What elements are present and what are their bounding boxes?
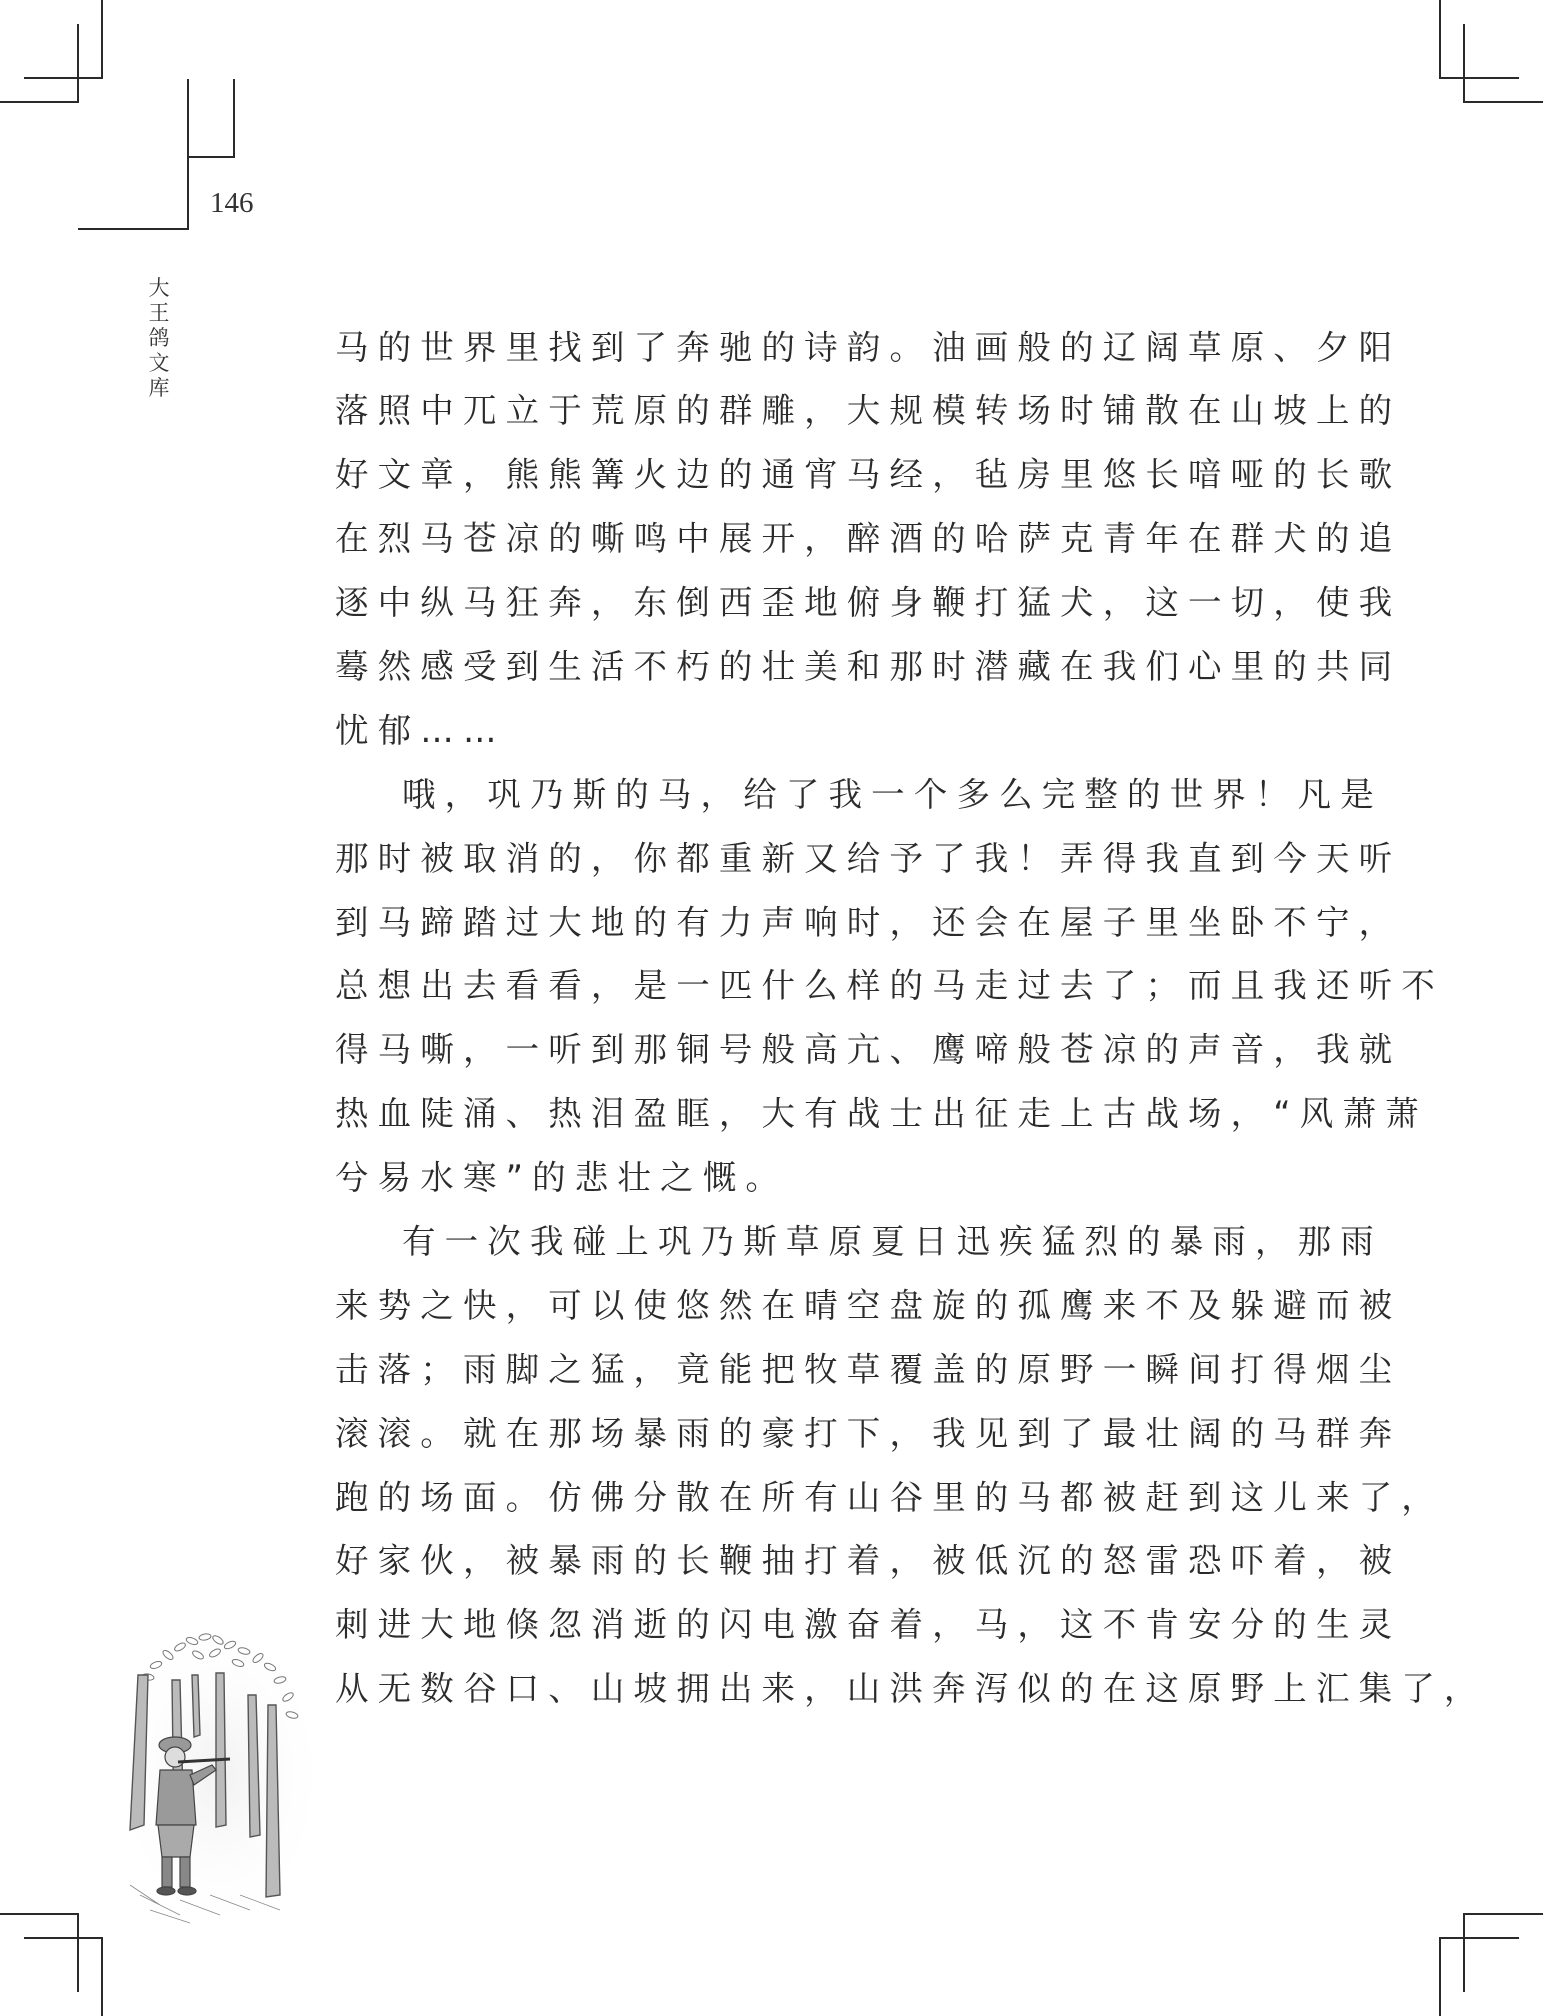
paragraph xyxy=(335,763,1444,1210)
text-line: 马的世界里找到了奔驰的诗韵。油画般的辽阔草原、夕阳 xyxy=(335,327,1402,367)
paragraph xyxy=(335,316,1402,763)
illustration-boy-with-flute xyxy=(120,1625,320,1925)
crop-mark xyxy=(1463,24,1465,103)
header-rule xyxy=(233,79,235,158)
crop-mark xyxy=(1439,1937,1519,1939)
text-line: 刺进大地倏忽消逝的闪电激奋着，马，这不肯安分的生灵 xyxy=(335,1605,1402,1645)
crop-mark xyxy=(1439,77,1519,79)
text-line: 总想出去看看，是一匹什么样的马走过去了；而且我还听不 xyxy=(335,966,1444,1006)
text-line: 有一次我碰上巩乃斯草原夏日迅疾猛烈的暴雨，那雨 xyxy=(402,1221,1383,1261)
header-rule xyxy=(187,156,235,158)
text-line: 逐中纵马狂奔，东倒西歪地俯身鞭打猛犬，这一切，使我 xyxy=(335,583,1402,623)
page-number: 146 xyxy=(210,187,254,219)
crop-mark xyxy=(101,0,103,79)
text-line: 忧郁…… xyxy=(335,710,506,750)
text-line: 兮易水寒”的悲壮之慨。 xyxy=(335,1158,789,1198)
text-line: 跑的场面。仿佛分散在所有山谷里的马都被赶到这儿来了， xyxy=(335,1477,1444,1517)
crop-mark xyxy=(101,1937,103,2016)
text-line: 滚滚。就在那场暴雨的豪打下，我见到了最壮阔的马群奔 xyxy=(335,1413,1402,1453)
paragraph xyxy=(335,1210,1487,1721)
text-line: 哦，巩乃斯的马，给了我一个多么完整的世界！凡是 xyxy=(402,774,1383,814)
crop-mark xyxy=(1463,1913,1543,1915)
text-line: 到马蹄踏过大地的有力声响时，还会在屋子里坐卧不宁， xyxy=(335,902,1402,942)
crop-mark xyxy=(77,1913,79,1992)
crop-mark xyxy=(1439,1937,1441,2016)
text-line: 落照中兀立于荒原的群雕，大规模转场时铺散在山坡上的 xyxy=(335,391,1402,431)
text-line: 得马嘶，一听到那铜号般高亢、鹰啼般苍凉的声音，我就 xyxy=(335,1030,1402,1070)
crop-mark xyxy=(24,77,103,79)
text-line: 好文章，熊熊篝火边的通宵马经，毡房里悠长喑哑的长歌 xyxy=(335,455,1402,495)
crop-mark xyxy=(1463,101,1543,103)
crop-mark xyxy=(24,1937,103,1939)
crop-mark xyxy=(0,101,79,103)
text-line: 在烈马苍凉的嘶鸣中展开，醉酒的哈萨克青年在群犬的追 xyxy=(335,519,1402,559)
crop-mark xyxy=(0,1913,79,1915)
header-rule xyxy=(187,79,189,230)
crop-mark xyxy=(77,24,79,103)
text-line: 热血陡涌、热泪盈眶，大有战士出征走上古战场，“风萧萧 xyxy=(335,1094,1428,1134)
forest-sketch-icon xyxy=(120,1625,320,1925)
text-line: 好家伙，被暴雨的长鞭抽打着，被低沉的怒雷恐吓着，被 xyxy=(335,1541,1402,1581)
header-rule xyxy=(78,228,189,230)
series-title: 大王鸽文库 xyxy=(148,276,170,400)
crop-mark xyxy=(1463,1913,1465,1992)
body-text xyxy=(335,316,1487,1722)
text-line: 从无数谷口、山坡拥出来，山洪奔泻似的在这原野上汇集了， xyxy=(335,1669,1487,1709)
text-line: 那时被取消的，你都重新又给予了我！弄得我直到今天听 xyxy=(335,838,1402,878)
crop-mark xyxy=(1439,0,1441,79)
text-line: 蓦然感受到生活不朽的壮美和那时潜藏在我们心里的共同 xyxy=(335,646,1402,686)
text-line: 来势之快，可以使悠然在晴空盘旋的孤鹰来不及躲避而被 xyxy=(335,1285,1402,1325)
text-line: 击落；雨脚之猛，竟能把牧草覆盖的原野一瞬间打得烟尘 xyxy=(335,1349,1402,1389)
